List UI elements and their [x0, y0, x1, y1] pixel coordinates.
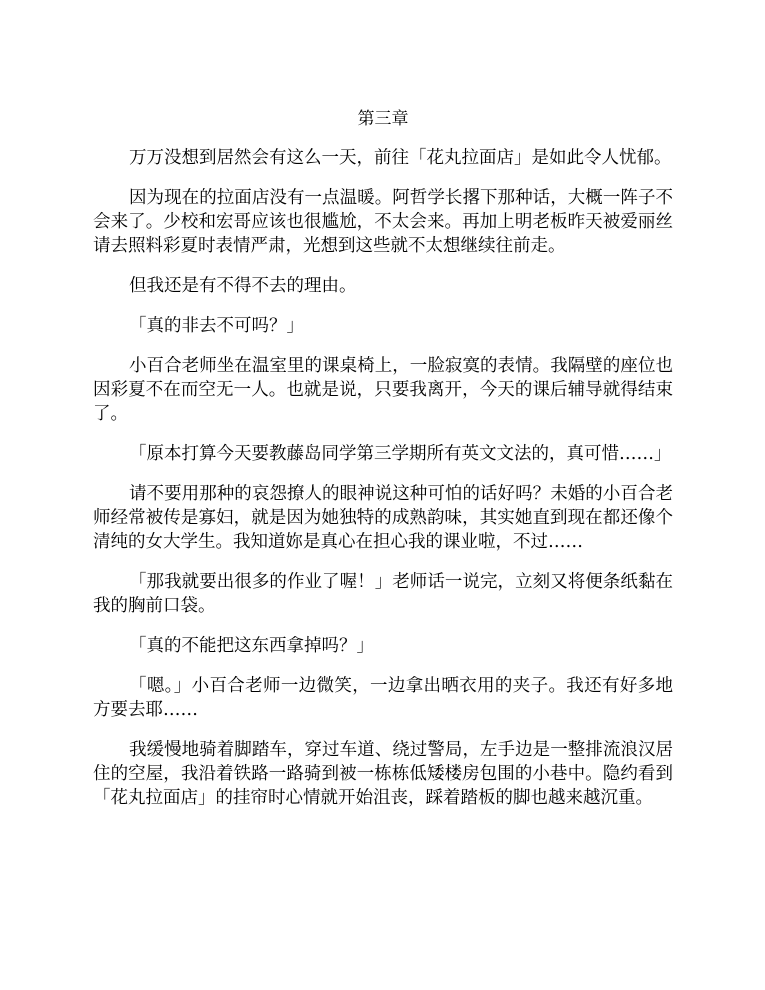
paragraph: 「那我就要出很多的作业了喔！」老师话一说完，立刻又将便条纸黏在我的胸前口袋。	[93, 572, 673, 616]
paragraph: 我缓慢地骑着脚踏车，穿过车道、绕过警局，左手边是一整排流浪汉居住的空屋，我沿着铁路一路骑到被一栋栋低矮楼房包围的小巷中。隐约看到「花丸拉面店」的挂帘时心情就开始沮丧，踩着踏板的脚也越来越沉重。	[93, 740, 673, 808]
paragraph: 「原本打算今天要教藤岛同学第三学期所有英文文法的，真可惜……」	[129, 444, 672, 464]
chapter-title: 第三章	[357, 109, 409, 129]
paragraph: 小百合老师坐在温室里的课桌椅上，一脸寂寞的表情。我隔壁的座位也因彩夏不在而空无一人。也就是说，只要我离开，今天的课后辅导就得结束了。	[93, 356, 673, 424]
paragraph: 因为现在的拉面店没有一点温暖。阿哲学长撂下那种话，大概一阵子不会来了。少校和宏哥应该也很尴尬，不太会来。再加上明老板昨天被爱丽丝请去照料彩夏时表情严肃，光想到这些就不太想继续往前走。	[93, 188, 673, 256]
paragraph: 但我还是有不得不去的理由。	[129, 276, 357, 296]
paragraph: 「真的不能把这东西拿掉吗？」	[129, 636, 374, 656]
paragraph: 万万没想到居然会有这么一天，前往「花丸拉面店」是如此令人忧郁。	[129, 148, 672, 168]
document-page	[93, 96, 673, 826]
paragraph: 请不要用那种的哀怨撩人的眼神说这种可怕的话好吗？未婚的小百合老师经常被传是寡妇，就是因为她独特的成熟韵味，其实她直到现在都还像个清纯的女大学生。我知道妳是真心在担心我的课业啦，不过……	[93, 484, 673, 552]
paragraph: 「嗯。」小百合老师一边微笑，一边拿出晒衣用的夹子。我还有好多地方要去耶……	[93, 676, 673, 720]
paragraph: 「真的非去不可吗？」	[129, 316, 304, 336]
